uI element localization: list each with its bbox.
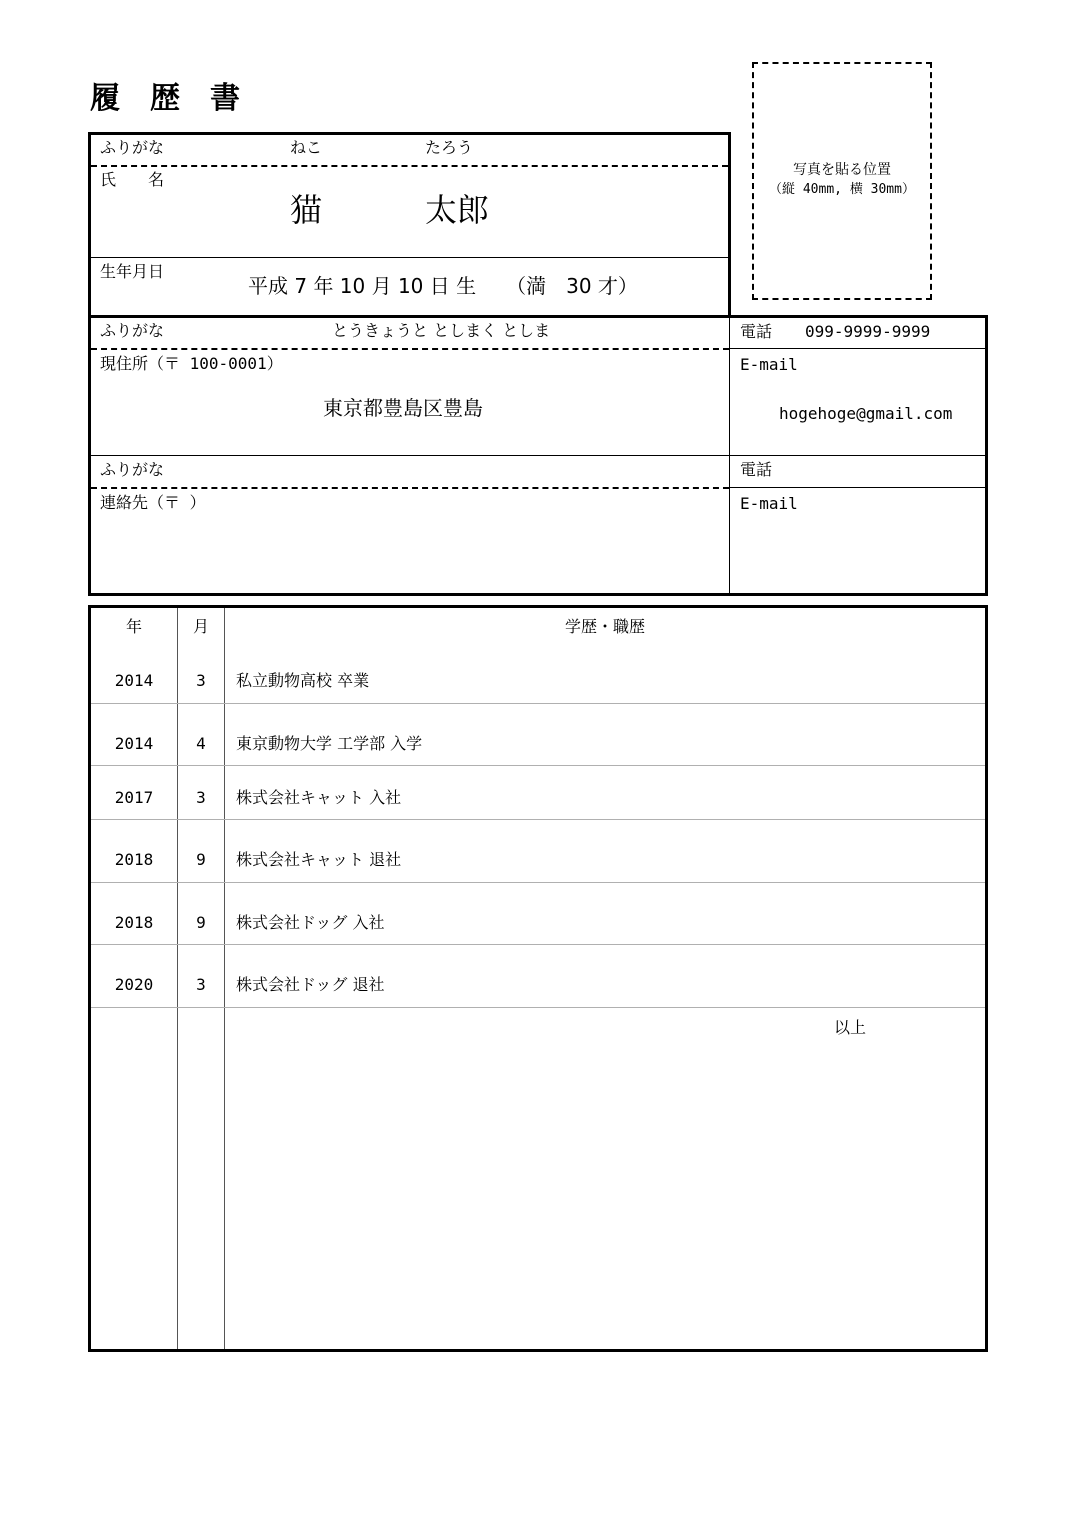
photo-size: （縦 40mm, 横 30mm） (769, 182, 915, 197)
history-row-divider (91, 703, 985, 704)
furigana-label: ふりがな (100, 138, 165, 157)
history-row-month: 9 (196, 850, 206, 869)
history-month-divider (224, 608, 225, 1349)
address-furigana-divider (91, 348, 729, 350)
address-contact-divider (91, 455, 985, 456)
history-row-detail: 株式会社ドッグ 入社 (236, 913, 385, 932)
furigana-last-name: ねこ (290, 138, 323, 157)
address-furigana-value: とうきょうと としまく としま (332, 321, 551, 340)
furigana-first-name: たろう (425, 138, 474, 157)
contact-label: 連絡先（〒 ） (100, 493, 206, 512)
history-row-month: 9 (196, 913, 206, 932)
contact-furigana-label: ふりがな (100, 460, 165, 479)
history-row-month: 4 (196, 734, 206, 753)
history-row-detail: 株式会社ドッグ 退社 (236, 975, 385, 994)
contact-furigana-divider (91, 487, 729, 489)
history-row-detail: 東京動物大学 工学部 入学 (236, 734, 423, 753)
history-row-divider (91, 1007, 985, 1008)
page-title: 履 歴 書 (90, 81, 240, 116)
history-row-divider (91, 765, 985, 766)
address-value: 東京都豊島区豊島 (323, 396, 483, 420)
history-row-month: 3 (196, 788, 206, 807)
phone-label: 電話 (740, 322, 773, 341)
contact-phone-label: 電話 (740, 460, 773, 479)
history-row-year: 2018 (114, 850, 154, 869)
history-row-detail: 株式会社キャット 退社 (236, 850, 402, 869)
address-furigana-label: ふりがな (100, 321, 165, 340)
phone-divider (730, 348, 985, 349)
history-header-detail: 学歴・職歴 (564, 617, 645, 636)
first-name: 太郎 (425, 191, 490, 229)
birth-label: 生年月日 (100, 262, 165, 281)
history-row-month: 3 (196, 975, 206, 994)
history-row-detail: 株式会社キャット 入社 (236, 788, 402, 807)
history-row-divider (91, 882, 985, 883)
phone-value: 099-9999-9999 (805, 322, 931, 341)
history-row-year: 2020 (114, 975, 154, 994)
photo-instruction: 写真を貼る位置 (793, 162, 891, 178)
name-label: 氏 名 (100, 170, 165, 189)
history-row-divider (91, 819, 985, 820)
last-name: 猫 (290, 191, 323, 229)
email-label: E-mail (740, 355, 798, 374)
history-row-year: 2017 (114, 788, 154, 807)
furigana-divider (91, 165, 728, 167)
contact-phone-divider (730, 487, 985, 488)
history-row-year: 2014 (114, 671, 154, 690)
history-header-year: 年 (125, 617, 142, 636)
history-header-month: 月 (192, 617, 209, 636)
history-row-divider (91, 944, 985, 945)
history-row-year: 2014 (114, 734, 154, 753)
address-label: 現住所（〒 100-0001） (100, 354, 283, 373)
history-row-month: 3 (196, 671, 206, 690)
history-row-detail: 私立動物高校 卒業 (236, 671, 370, 690)
history-row-year: 2018 (114, 913, 154, 932)
name-divider (91, 257, 728, 258)
email-value: hogehoge@gmail.com (779, 404, 953, 423)
contact-email-label: E-mail (740, 494, 798, 513)
photo-placeholder (752, 62, 932, 300)
history-end-text: 以上 (834, 1018, 867, 1037)
birth-value: 平成 7 年 10 月 10 日 生 （満 30 才） (248, 274, 638, 298)
